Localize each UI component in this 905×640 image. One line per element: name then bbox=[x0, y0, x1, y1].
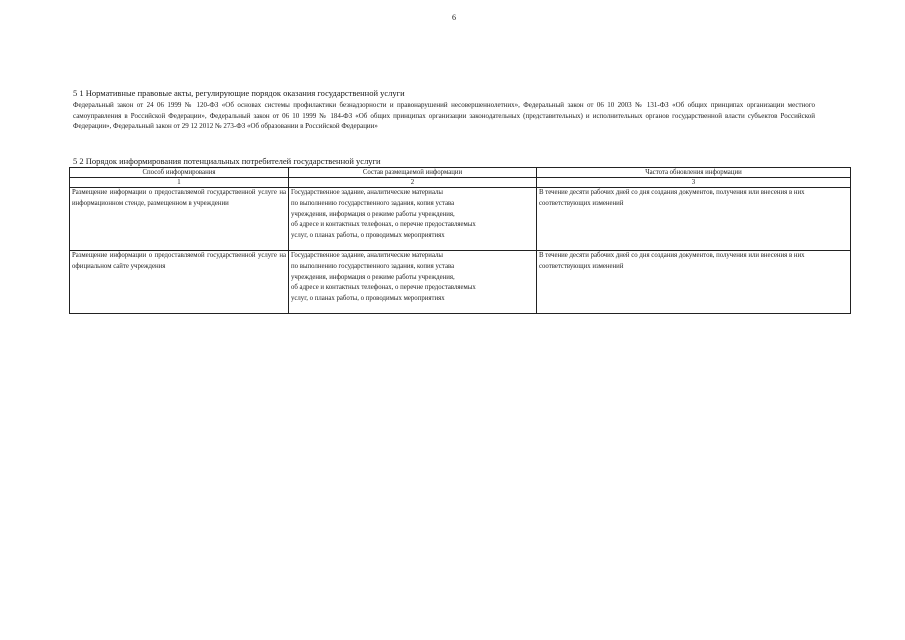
content-line: об адресе и контактных телефонах, о перечне предоставляемых bbox=[291, 221, 476, 229]
content-line: услуг, о планах работы, о проводимых мероприятиях bbox=[291, 295, 445, 303]
content-line: об адресе и контактных телефонах, о перечне предоставляемых bbox=[291, 284, 476, 292]
method-cell: Размещение информации о предоставляемой государственной услуге на информационном стенде, размещенном в учреждении bbox=[70, 188, 289, 251]
table-header-row bbox=[70, 168, 851, 178]
page-number: 6 bbox=[452, 13, 456, 22]
content-cell bbox=[289, 251, 537, 314]
column-header-content: Состав размещаемой информации bbox=[289, 168, 537, 178]
table-row bbox=[70, 251, 851, 314]
content-line: Государственное задание, аналитические материалы bbox=[291, 189, 443, 196]
normative-acts-text: Федеральный закон от 24 06 1999 № 120-ФЗ «Об основах системы профилактики безнадзорности и правонарушений несовершеннолетних», Федеральный закон от 06 10 2003 № 131-ФЗ «Об общих принципах организации местного самоуправления в Российской Федерации», Федеральный закон от 06 10 1999 № 184-ФЗ «Об общих принципах организации законодательных (представительных) и исполнительных органов государственной власти субъектов Российской Федерации», Федеральный закон от 29 12 2012 № 273-ФЗ «Об образовании в Российской Федерации» bbox=[73, 101, 815, 130]
method-cell: Размещение информации о предоставляемой государственной услуге на официальном сайте учреждения bbox=[70, 251, 289, 314]
section-5-1-heading: 5 1 Нормативные правовые акты, регулирующие порядок оказания государственной услуги bbox=[73, 88, 405, 98]
column-header-method: Способ информирования bbox=[70, 168, 289, 178]
column-header-frequency: Частота обновления информации bbox=[537, 168, 851, 178]
column-number-row bbox=[70, 178, 851, 188]
column-number: 3 bbox=[537, 178, 851, 188]
table-row bbox=[70, 188, 851, 251]
section-5-2-heading: 5 2 Порядок информирования потенциальных потребителей государственной услуги bbox=[73, 156, 381, 166]
content-cell bbox=[289, 188, 537, 251]
content-line: учреждения, информация о режиме работы учреждения, bbox=[291, 273, 455, 281]
content-line: услуг, о планах работы, о проводимых мероприятиях bbox=[291, 232, 445, 240]
content-line: по выполнению государственного задания, копия устава bbox=[291, 199, 455, 207]
content-line: Государственное задание, аналитические материалы bbox=[291, 252, 443, 259]
frequency-cell: В течение десяти рабочих дней со дня создания документов, получения или внесения в них соответствующих изменений bbox=[537, 188, 851, 251]
information-table bbox=[69, 167, 851, 314]
content-line: учреждения, информация о режиме работы учреждения, bbox=[291, 210, 455, 218]
frequency-cell: В течение десяти рабочих дней со дня создания документов, получения или внесения в них соответствующих изменений bbox=[537, 251, 851, 314]
content-line: по выполнению государственного задания, копия устава bbox=[291, 262, 455, 270]
column-number: 1 bbox=[70, 178, 289, 188]
column-number: 2 bbox=[289, 178, 537, 188]
